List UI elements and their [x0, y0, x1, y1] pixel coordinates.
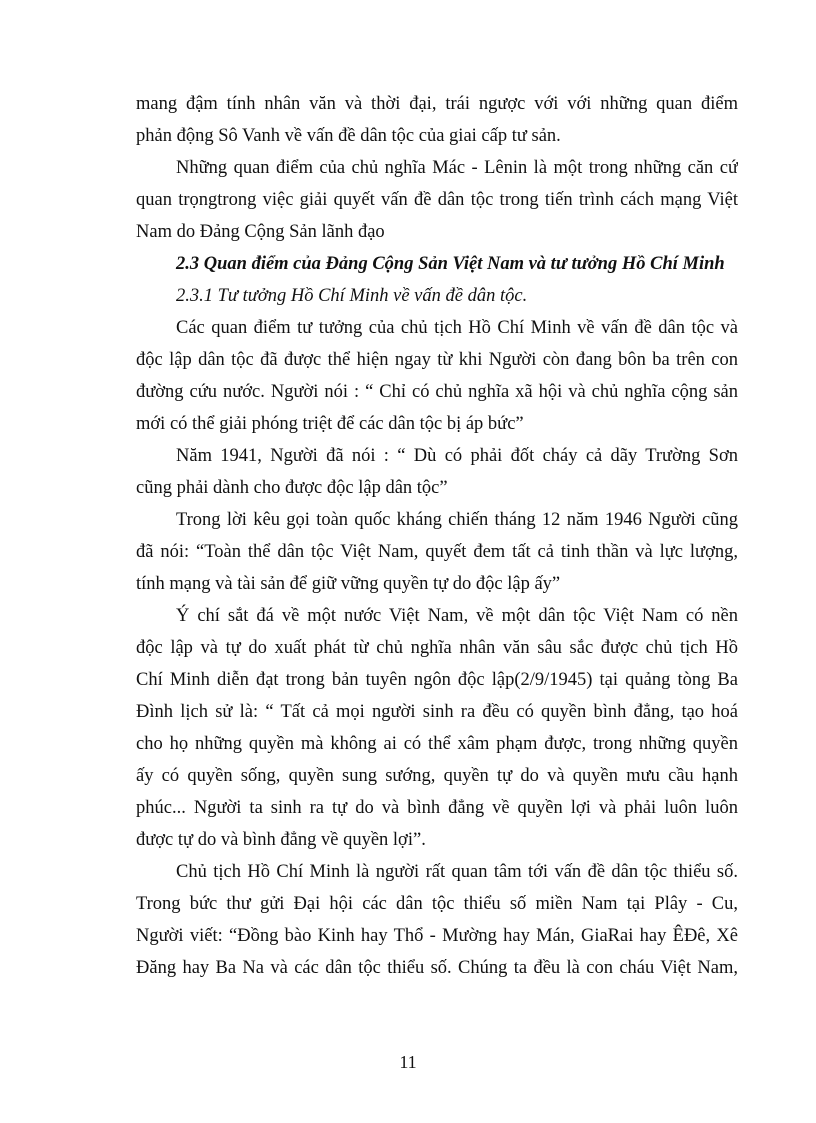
text-line: Năm 1941, Người đã nói : “ Dù có phải đốt cháy cả dãy Trường Sơn [176, 446, 738, 466]
text-line: ấy có quyền sống, quyền sung sướng, quyền tự do và quyền mưu cầu hạnh [136, 766, 738, 786]
text-line: Trong lời kêu gọi toàn quốc kháng chiến tháng 12 năm 1946 Người cũng [176, 510, 738, 530]
text-line: phản động Sô Vanh về vấn đề dân tộc của giai cấp tư sản. [136, 126, 561, 146]
text-line: đường cứu nước. Người nói : “ Chỉ có chủ nghĩa xã hội và chủ nghĩa cộng sản [136, 382, 738, 402]
text-line: Đăng hay Ba Na và các dân tộc thiểu số. Chúng ta đều là con cháu Việt Nam, [136, 958, 738, 978]
text-line: Đình lịch sử là: “ Tất cả mọi người sinh ra đều có quyền bình đẳng, tạo hoá [136, 702, 738, 722]
text-line: Chí Minh diễn đạt trong bản tuyên ngôn độc lập(2/9/1945) tại quảng tòng Ba [136, 670, 738, 690]
text-line: quan trọngtrong việc giải quyết vấn đề dân tộc trong tiến trình cách mạng Việt [136, 190, 738, 210]
text-line: cho họ những quyền mà không ai có thể xâm phạm được, trong những quyền [136, 734, 738, 754]
text-line: tính mạng và tài sản để giữ vững quyền tự do độc lập ấy” [136, 574, 561, 594]
text-line: mới có thể giải phóng triệt để các dân tộc bị áp bức” [136, 414, 524, 434]
page-number: 11 [399, 1052, 417, 1072]
text-line: đã nói: “Toàn thể dân tộc Việt Nam, quyết đem tất cả tinh thần và lực lượng, [136, 542, 738, 562]
body-text [136, 88, 738, 984]
text-line: Ý chí sắt đá về một nước Việt Nam, về một dân tộc Việt Nam có nền [176, 606, 738, 626]
text-line: phúc... Người ta sinh ra tự do và bình đẳng về quyền lợi và phải luôn luôn [136, 798, 738, 818]
text-line: Nam do Đảng Cộng Sản lãnh đạo [136, 222, 385, 242]
text-line: cũng phải dành cho được độc lập dân tộc” [136, 478, 448, 498]
subsection-heading: 2.3.1 Tư tưởng Hồ Chí Minh về vấn đề dân tộc. [176, 286, 528, 306]
section-heading: 2.3 Quan điểm của Đảng Cộng Sản Việt Nam và tư tưởng Hồ Chí Minh [176, 254, 725, 274]
text-line: Người viết: “Đồng bào Kinh hay Thổ - Mường hay Mán, GiaRai hay ÊĐê, Xê [136, 926, 738, 946]
text-line: mang đậm tính nhân văn và thời đại, trái ngược với với những quan điểm [136, 94, 738, 114]
text-line: Trong bức thư gửi Đại hội các dân tộc thiểu số miền Nam tại Plây - Cu, [136, 894, 738, 914]
text-line: Chủ tịch Hồ Chí Minh là người rất quan tâm tới vấn đề dân tộc thiểu số. [176, 862, 738, 882]
text-line: được tự do và bình đẳng về quyền lợi”. [136, 830, 426, 850]
text-line: độc lập dân tộc đã được thể hiện ngay từ khi Người còn đang bôn ba trên con [136, 350, 738, 370]
text-line: độc lập và tự do xuất phát từ chủ nghĩa nhân văn sâu sắc được chủ tịch Hồ [136, 638, 738, 658]
text-line: Các quan điểm tư tưởng của chủ tịch Hồ Chí Minh về vấn đề dân tộc và [176, 318, 738, 338]
text-line: Những quan điểm của chủ nghĩa Mác - Lênin là một trong những căn cứ [176, 158, 738, 178]
